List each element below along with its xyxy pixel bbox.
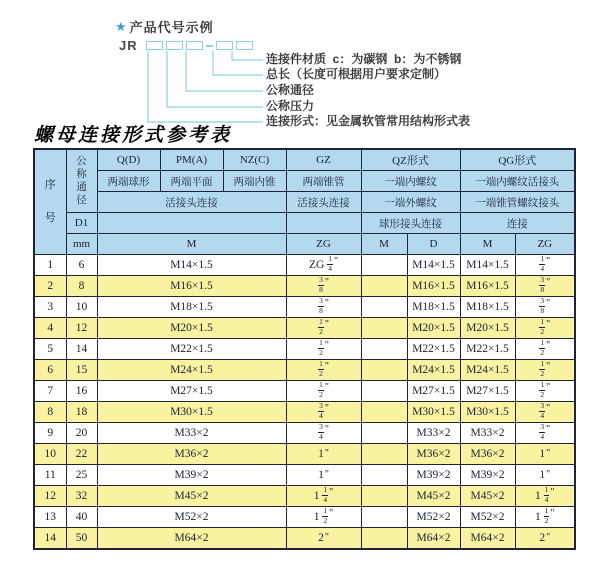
seq-cell: 13 bbox=[34, 507, 66, 528]
qg-m-cell: M45×2 bbox=[460, 486, 515, 507]
qg-zg-cell: $\frac{1}{2}$ " bbox=[515, 360, 575, 381]
seq-cell: 1 bbox=[34, 255, 66, 276]
fraction: $\frac{3}{4}$ bbox=[319, 422, 323, 441]
nut-connection-table bbox=[33, 148, 576, 550]
qg-zg-cell: $\frac{1}{2}$ " bbox=[515, 339, 575, 360]
m-cell: M33×2 bbox=[97, 423, 286, 444]
qg-m-cell: M36×2 bbox=[460, 444, 515, 465]
table-row bbox=[34, 402, 575, 423]
table-row bbox=[34, 528, 575, 550]
qz-d-cell: M27×1.5 bbox=[407, 381, 460, 402]
table-row bbox=[34, 276, 575, 297]
code-box bbox=[186, 41, 203, 50]
m-cell: M18×1.5 bbox=[97, 297, 286, 318]
qz-d-cell: M52×2 bbox=[407, 507, 460, 528]
gz-cell: $\frac{1}{2}$ " bbox=[286, 360, 361, 381]
fraction: $\frac{1}{4}$ bbox=[540, 254, 545, 273]
qz-d-cell: M33×2 bbox=[407, 423, 460, 444]
dn-cell: 50 bbox=[66, 528, 97, 550]
qg-m-cell: M22×1.5 bbox=[460, 339, 515, 360]
header-qz-m: M bbox=[361, 234, 407, 255]
m-cell: M39×2 bbox=[97, 465, 286, 486]
fraction: $\frac{1}{2}$ bbox=[323, 506, 328, 525]
qz-d-cell: M36×2 bbox=[407, 444, 460, 465]
fraction: $\frac{3}{8}$ bbox=[540, 296, 545, 315]
product-code-row bbox=[119, 38, 253, 53]
dn-cell: 16 bbox=[66, 381, 97, 402]
qz-d-cell: M45×2 bbox=[407, 486, 460, 507]
m-cell: M30×1.5 bbox=[97, 402, 286, 423]
gz-cell: $\frac{1}{2}$ " bbox=[286, 318, 361, 339]
gz-cell: 1" bbox=[286, 444, 361, 465]
seq-cell: 5 bbox=[34, 339, 66, 360]
fraction: $\frac{1}{2}$ bbox=[540, 359, 545, 378]
m-cell: M24×1.5 bbox=[97, 360, 286, 381]
dn-cell: 10 bbox=[66, 297, 97, 318]
header-diameter: 公称通径 bbox=[66, 149, 97, 213]
qg-zg-cell: $\frac{1}{2}$ " bbox=[515, 381, 575, 402]
fraction: $\frac{1}{2}$ bbox=[319, 380, 323, 399]
table-row bbox=[34, 297, 575, 318]
gz-cell: $\frac{1}{2}$ " bbox=[286, 381, 361, 402]
dn-cell: 40 bbox=[66, 507, 97, 528]
table-row bbox=[34, 381, 575, 402]
header-qz-d: D bbox=[407, 234, 460, 255]
qz-m-cell bbox=[361, 318, 407, 339]
header-qg-row4: 连接 bbox=[460, 213, 575, 234]
table-header bbox=[34, 149, 575, 255]
code-prefix: JR bbox=[119, 38, 138, 53]
header-zg-gz: ZG bbox=[286, 234, 361, 255]
code-box bbox=[146, 41, 163, 50]
qg-m-cell: M18×1.5 bbox=[460, 297, 515, 318]
header-col-nz: NZ(C) bbox=[223, 149, 286, 171]
header-qz-sub: 一端内螺纹 bbox=[361, 171, 460, 192]
dn-cell: 15 bbox=[66, 360, 97, 381]
header-col-gz: GZ bbox=[286, 149, 361, 171]
fraction: $\frac{1}{2}$ bbox=[319, 317, 323, 336]
gz-cell: $\frac{3}{4}$ " bbox=[286, 402, 361, 423]
qg-zg-cell: $\frac{3}{8}$ " bbox=[515, 297, 575, 318]
fraction: $\frac{1}{4}$ bbox=[328, 254, 332, 273]
header-col-qz: QZ形式 bbox=[361, 149, 460, 171]
fraction: $\frac{1}{4}$ bbox=[544, 485, 549, 504]
table-row bbox=[34, 444, 575, 465]
dn-cell: 20 bbox=[66, 423, 97, 444]
qz-d-cell: M39×2 bbox=[407, 465, 460, 486]
qz-d-cell: M18×1.5 bbox=[407, 297, 460, 318]
seq-cell: 2 bbox=[34, 276, 66, 297]
qz-m-cell bbox=[361, 423, 407, 444]
qg-zg-cell: 1 $\frac{1}{4}$ " bbox=[515, 486, 575, 507]
fraction: $\frac{1}{2}$ bbox=[319, 338, 323, 357]
code-box bbox=[236, 41, 253, 50]
header-qz-row4: 球形接头连接 bbox=[361, 213, 460, 234]
fraction: $\frac{1}{4}$ bbox=[323, 485, 328, 504]
table-body bbox=[34, 255, 575, 550]
table-row bbox=[34, 255, 575, 276]
fraction: $\frac{1}{2}$ bbox=[544, 506, 549, 525]
diagram-label-pressure: 公称压力 bbox=[266, 99, 315, 113]
fraction: $\frac{3}{4}$ bbox=[319, 401, 323, 420]
code-dash bbox=[206, 45, 213, 47]
qg-zg-cell: $\frac{3}{4}$ " bbox=[515, 423, 575, 444]
header-d1: D1 bbox=[66, 213, 97, 234]
diagram-label-length: 总长（长度可根据用户要求定制） bbox=[266, 67, 447, 81]
seq-cell: 12 bbox=[34, 486, 66, 507]
fraction: $\frac{3}{4}$ bbox=[540, 422, 545, 441]
table-row bbox=[34, 360, 575, 381]
header-pm-sub: 两端平面 bbox=[160, 171, 223, 192]
dn-cell: 25 bbox=[66, 465, 97, 486]
m-cell: M14×1.5 bbox=[97, 255, 286, 276]
qz-m-cell bbox=[361, 297, 407, 318]
fraction: $\frac{1}{2}$ bbox=[540, 338, 545, 357]
seq-cell: 14 bbox=[34, 528, 66, 550]
seq-cell: 10 bbox=[34, 444, 66, 465]
qg-m-cell: M20×1.5 bbox=[460, 318, 515, 339]
m-cell: M27×1.5 bbox=[97, 381, 286, 402]
seq-cell: 4 bbox=[34, 318, 66, 339]
header-nz-sub: 两端内锥 bbox=[223, 171, 286, 192]
dn-cell: 32 bbox=[66, 486, 97, 507]
header-qg-sub: 一端内螺纹活接头 bbox=[460, 171, 575, 192]
gz-cell: $\frac{3}{4}$ " bbox=[286, 423, 361, 444]
qg-m-cell: M27×1.5 bbox=[460, 381, 515, 402]
table-row bbox=[34, 486, 575, 507]
qz-d-cell: M24×1.5 bbox=[407, 360, 460, 381]
header-blank-left bbox=[97, 213, 286, 234]
m-cell: M36×2 bbox=[97, 444, 286, 465]
qz-d-cell: M64×2 bbox=[407, 528, 460, 550]
qz-m-cell bbox=[361, 255, 407, 276]
gz-cell: ZG $\frac{1}{4}$ " bbox=[286, 255, 361, 276]
table-row bbox=[34, 507, 575, 528]
qg-zg-cell: 1" bbox=[515, 465, 575, 486]
header-qz-row3: 一端外螺纹 bbox=[361, 192, 460, 213]
qz-d-cell: M16×1.5 bbox=[407, 276, 460, 297]
diagram-label-diameter: 公称通径 bbox=[266, 83, 315, 97]
qg-zg-cell: $\frac{1}{2}$ " bbox=[515, 318, 575, 339]
header-qg-zg: ZG bbox=[515, 234, 575, 255]
seq-cell: 6 bbox=[34, 360, 66, 381]
qz-m-cell bbox=[361, 444, 407, 465]
fraction: $\frac{1}{2}$ bbox=[319, 359, 323, 378]
qg-zg-cell: 1 $\frac{1}{2}$ " bbox=[515, 507, 575, 528]
qz-m-cell bbox=[361, 465, 407, 486]
qz-m-cell bbox=[361, 507, 407, 528]
star-icon: ★ bbox=[115, 19, 127, 34]
qz-d-cell: M20×1.5 bbox=[407, 318, 460, 339]
qg-zg-cell: 2" bbox=[515, 528, 575, 550]
code-box bbox=[216, 41, 233, 50]
gz-cell: 1" bbox=[286, 465, 361, 486]
header-mm: mm bbox=[66, 234, 97, 255]
qz-m-cell bbox=[361, 528, 407, 550]
header-q-sub: 两端球形 bbox=[97, 171, 160, 192]
product-code-heading-text: 产品代号示例 bbox=[129, 20, 214, 35]
qz-d-cell: M30×1.5 bbox=[407, 402, 460, 423]
table-row bbox=[34, 423, 575, 444]
dn-cell: 12 bbox=[66, 318, 97, 339]
header-qg-m: M bbox=[460, 234, 515, 255]
gz-cell: 1 $\frac{1}{4}$ " bbox=[286, 486, 361, 507]
m-cell: M22×1.5 bbox=[97, 339, 286, 360]
table-row bbox=[34, 339, 575, 360]
qg-m-cell: M24×1.5 bbox=[460, 360, 515, 381]
dn-cell: 8 bbox=[66, 276, 97, 297]
seq-cell: 9 bbox=[34, 423, 66, 444]
header-gz-sub: 两端锥管 bbox=[286, 171, 361, 192]
seq-cell: 11 bbox=[34, 465, 66, 486]
qg-zg-cell: $\frac{1}{4}$ " bbox=[515, 255, 575, 276]
qz-m-cell bbox=[361, 339, 407, 360]
m-cell: M52×2 bbox=[97, 507, 286, 528]
seq-cell: 3 bbox=[34, 297, 66, 318]
qg-m-cell: M64×2 bbox=[460, 528, 515, 550]
code-box bbox=[166, 41, 183, 50]
qz-m-cell bbox=[361, 381, 407, 402]
qg-m-cell: M33×2 bbox=[460, 423, 515, 444]
header-col-qg: QG形式 bbox=[460, 149, 575, 171]
seq-cell: 7 bbox=[34, 381, 66, 402]
header-col-pm: PM(A) bbox=[160, 149, 223, 171]
qz-m-cell bbox=[361, 402, 407, 423]
seq-cell: 8 bbox=[34, 402, 66, 423]
qg-zg-cell: $\frac{3}{4}$ " bbox=[515, 402, 575, 423]
qg-zg-cell: 1" bbox=[515, 444, 575, 465]
dn-cell: 14 bbox=[66, 339, 97, 360]
header-union-conn-left: 活接头连接 bbox=[97, 192, 286, 213]
qz-m-cell bbox=[361, 486, 407, 507]
table-row bbox=[34, 318, 575, 339]
fraction: $\frac{3}{8}$ bbox=[319, 275, 323, 294]
qg-zg-cell: $\frac{3}{8}$ " bbox=[515, 276, 575, 297]
fraction: $\frac{3}{8}$ bbox=[540, 275, 545, 294]
qz-d-cell: M22×1.5 bbox=[407, 339, 460, 360]
table-row bbox=[34, 465, 575, 486]
gz-cell: $\frac{3}{8}$ " bbox=[286, 297, 361, 318]
fraction: $\frac{3}{4}$ bbox=[540, 401, 545, 420]
qz-m-cell bbox=[361, 360, 407, 381]
dn-cell: 22 bbox=[66, 444, 97, 465]
qz-d-cell: M14×1.5 bbox=[407, 255, 460, 276]
header-blank-gz bbox=[286, 213, 361, 234]
dn-cell: 6 bbox=[66, 255, 97, 276]
qz-m-cell bbox=[361, 276, 407, 297]
gz-cell: 1 $\frac{1}{2}$ " bbox=[286, 507, 361, 528]
fraction: $\frac{1}{2}$ bbox=[540, 380, 545, 399]
fraction: $\frac{3}{8}$ bbox=[319, 296, 323, 315]
qg-m-cell: M14×1.5 bbox=[460, 255, 515, 276]
header-qg-row3: 一端锥管螺纹接头 bbox=[460, 192, 575, 213]
product-code-heading bbox=[115, 17, 214, 36]
qg-m-cell: M30×1.5 bbox=[460, 402, 515, 423]
table-title: 螺母连接形式参考表 bbox=[34, 124, 233, 146]
gz-cell: $\frac{1}{2}$ " bbox=[286, 339, 361, 360]
gz-cell: $\frac{3}{8}$ " bbox=[286, 276, 361, 297]
m-cell: M20×1.5 bbox=[97, 318, 286, 339]
header-union-conn-gz: 活接头连接 bbox=[286, 192, 361, 213]
gz-cell: 2" bbox=[286, 528, 361, 550]
header-seq: 序号 bbox=[34, 149, 66, 255]
qg-m-cell: M39×2 bbox=[460, 465, 515, 486]
qg-m-cell: M16×1.5 bbox=[460, 276, 515, 297]
diagram-label-connection: 连接形式：见金属软管常用结构形式表 bbox=[266, 114, 471, 128]
qg-m-cell: M52×2 bbox=[460, 507, 515, 528]
fraction: $\frac{1}{2}$ bbox=[540, 317, 545, 336]
diagram-label-material: 连接件材质 c：为碳钢 b：为不锈钢 bbox=[266, 52, 462, 66]
m-cell: M64×2 bbox=[97, 528, 286, 550]
header-m-span: M bbox=[97, 234, 286, 255]
dn-cell: 18 bbox=[66, 402, 97, 423]
header-col-q: Q(D) bbox=[97, 149, 160, 171]
m-cell: M16×1.5 bbox=[97, 276, 286, 297]
m-cell: M45×2 bbox=[97, 486, 286, 507]
